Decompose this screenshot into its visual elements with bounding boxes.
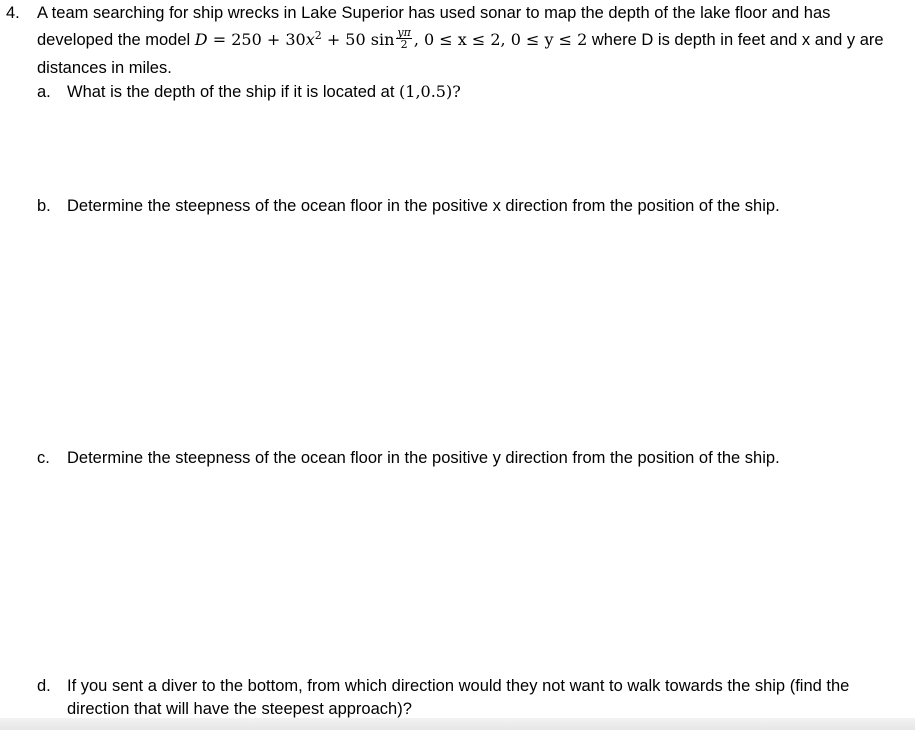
page-bottom-edge xyxy=(0,718,915,730)
model-var-x: x xyxy=(305,30,315,49)
part-c-label: c. xyxy=(37,449,50,467)
model-exponent: 2 xyxy=(314,29,322,42)
model-eq-part: = 250 + 30 xyxy=(212,30,306,49)
fraction-denominator: 2 xyxy=(400,38,408,51)
question-text-line-3: distances in miles. xyxy=(37,59,172,77)
model-description: where D is depth in feet and x and y are xyxy=(591,31,884,49)
part-b-label: b. xyxy=(37,197,51,215)
model-lhs: D xyxy=(194,30,208,49)
question-text-line-1: A team searching for ship wrecks in Lake Superior has used sonar to map the depth of the lake floor and has xyxy=(37,4,831,22)
part-c-text: Determine the steepness of the ocean floor in the positive y direction from the position of the ship. xyxy=(67,449,780,467)
model-domain: , 0 ≤ x ≤ 2, 0 ≤ y ≤ 2 xyxy=(413,30,588,49)
part-d-text-line-1: If you sent a diver to the bottom, from which direction would they not want to walk towards the ship (find the xyxy=(67,677,850,695)
model-fraction xyxy=(396,27,411,50)
part-a-point: (1,0.5)? xyxy=(399,82,461,101)
model-sin-part: + 50 sin xyxy=(326,30,395,49)
part-a-text xyxy=(67,81,461,103)
part-a-question: What is the depth of the ship if it is located at xyxy=(67,83,395,101)
fraction-numerator: yπ xyxy=(397,26,411,39)
part-a-label: a. xyxy=(37,83,51,101)
model-intro: developed the model xyxy=(37,31,191,49)
part-d-label: d. xyxy=(37,677,51,695)
depth-model-equation xyxy=(194,26,588,51)
question-number: 4. xyxy=(6,4,20,22)
part-b-text: Determine the steepness of the ocean floor in the positive x direction from the position of the ship. xyxy=(67,197,780,215)
part-d-text-line-2: direction that will have the steepest approach)? xyxy=(67,700,412,718)
question-text-line-2 xyxy=(37,26,884,52)
